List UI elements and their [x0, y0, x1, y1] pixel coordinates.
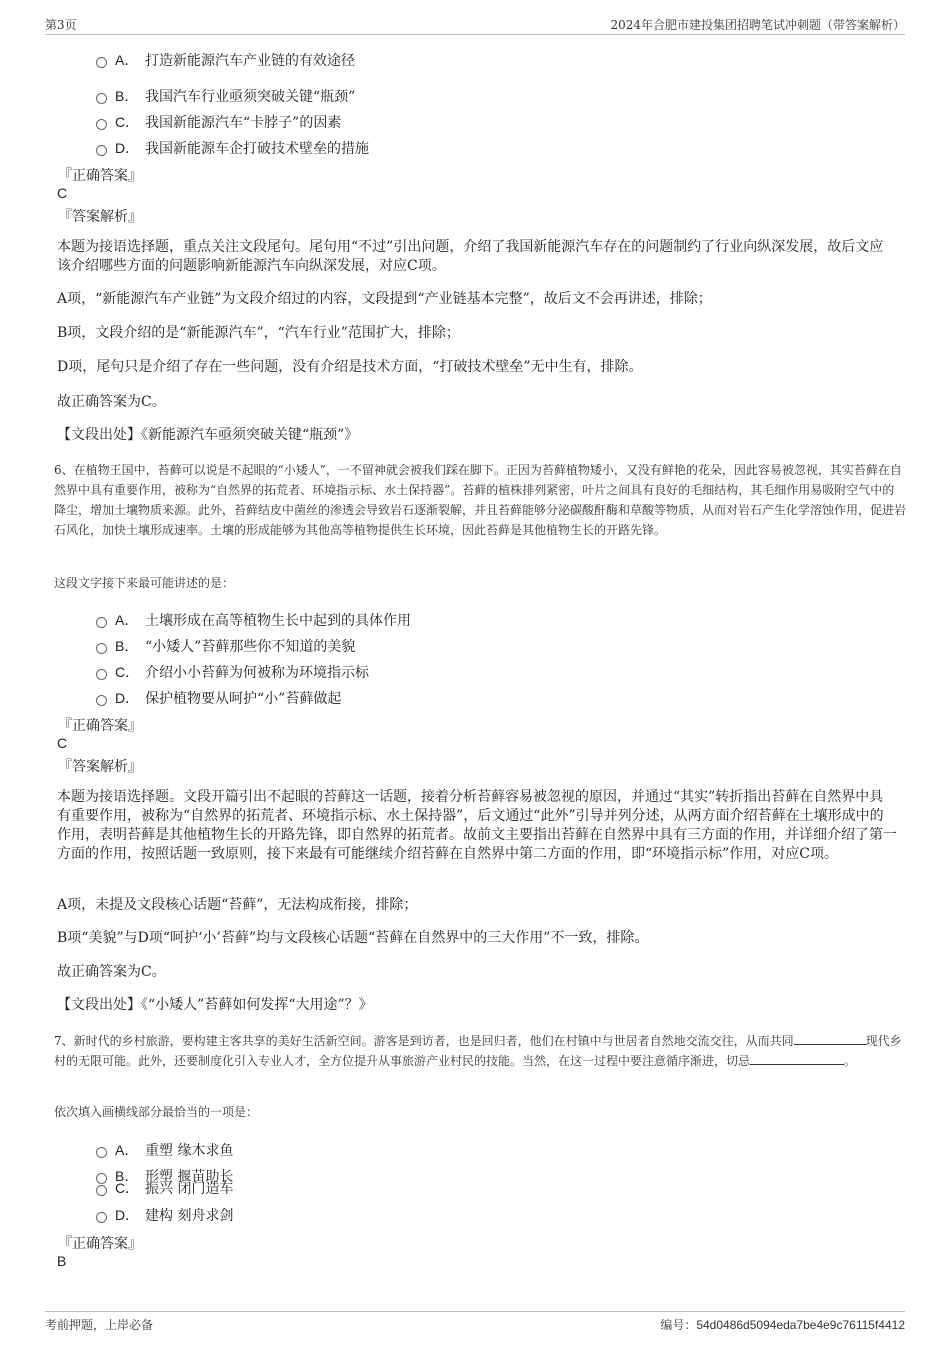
q6-analysis-paragraph: 故正确答案为C。	[57, 964, 166, 980]
page-header	[45, 14, 905, 35]
q6-analysis-paragraph: A项，未提及文段核心话题“苔藓”，无法构成衔接，排除；	[57, 897, 418, 913]
q5-analysis-paragraph: 故正确答案为C。	[57, 394, 166, 410]
q7-answer: B	[57, 1253, 67, 1269]
q5-option-b[interactable]: B． 我国汽车行业亟须突破关键“瓶颈”	[96, 86, 355, 106]
q7-prompt: 依次填入画横线部分最恰当的一项是：	[54, 1105, 259, 1119]
q7-stem: 7、新时代的乡村旅游，要构建主客共享的美好生活新空间。游客是到访者，也是回归者，他们在村镇中与世居者自然地交流交往，从而共同 现代乡村的无限可能。此外，还要制度化引入专业人才，全方位提升从事旅游产业村民的技能。当然，在这一过程中要注意循序渐进，切忌 。	[54, 1034, 902, 1068]
radio-icon[interactable]	[96, 695, 107, 706]
q7-option-d[interactable]: D． 建构 刻舟求剑	[96, 1205, 233, 1225]
radio-icon[interactable]	[96, 669, 107, 680]
radio-icon[interactable]	[96, 145, 107, 156]
radio-icon[interactable]	[96, 1185, 107, 1196]
radio-icon[interactable]	[96, 93, 107, 104]
fill-blank[interactable]	[794, 1032, 866, 1045]
q6-option-a[interactable]: A． 土壤形成在高等植物生长中起到的具体作用	[96, 610, 411, 630]
q5-analysis-paragraph: 本题为接语选择题，重点关注文段尾句。尾句用“不过”引出问题，介绍了我国新能源汽车存在的问题制约了行业向纵深发展，故后文应该介绍哪些方面的问题影响新能源汽车向纵深发展，对应C项。	[57, 239, 884, 274]
footer-slogan: 考前押题，上岸必备	[45, 1318, 154, 1332]
q6-answer-label: 『正确答案』	[58, 718, 142, 734]
q7-answer-label: 『正确答案』	[58, 1236, 142, 1252]
page-number: 第3页	[45, 18, 77, 32]
q5-option-a[interactable]: A． 打造新能源汽车产业链的有效途径	[96, 50, 355, 70]
q6-analysis-label: 『答案解析』	[58, 759, 142, 775]
q7-option-a[interactable]: A． 重塑 缘木求鱼	[96, 1140, 233, 1160]
q6-analysis-paragraph: B项“美貌”与D项“呵护‘小’苔藓”均与文段核心话题“苔藓在自然界中的三大作用”不一致，排除。	[57, 930, 649, 946]
q6-answer: C	[57, 735, 68, 751]
q5-source: 【文段出处】《新能源汽车亟须突破关键“瓶颈”》	[57, 427, 359, 443]
q6-stem: 6、在植物王国中，苔藓可以说是不起眼的“小矮人”，一不留神就会被我们踩在脚下。正因为苔藓植物矮小，又没有鲜艳的花朵，因此容易被忽视，其实苔藓在自然界中具有重要作用，被称为“自然界的拓荒者、环境指示标、水土保持器”。苔藓的植株排列紧密，叶片之间具有良好的毛细结构，其毛细作用易吸附空气中的降尘，增加土壤物质来源。此外，苔藓结皮中菌丝的渗透会导致岩石逐渐裂解，并且苔藓能够分泌碳酸酐酶和草酸等物质，从而对岩石产生化学溶蚀作用，促进岩石风化，加快土壤形成速率。土壤的形成能够为其他高等植物提供生长环境，因此苔藓是其他植物生长的开路先锋。	[54, 463, 907, 537]
q5-analysis-paragraph: A项，“新能源汽车产业链”为文段介绍过的内容，文段提到“产业链基本完整”，故后文不会再讲述，排除；	[57, 291, 712, 307]
q6-option-b[interactable]: B． “小矮人”苔藓那些你不知道的美貌	[96, 636, 355, 656]
q6-source: 【文段出处】《“小矮人”苔藓如何发挥“大用途”？》	[57, 997, 373, 1013]
document-code: 编号：54d0486d5094eda7be4e9c76115f4412	[660, 1318, 905, 1332]
document-title: 2024年合肥市建投集团招聘笔试冲刺题（带答案解析）	[610, 18, 905, 32]
q5-analysis-paragraph: B项，文段介绍的是“新能源汽车”，“汽车行业”范围扩大，排除；	[57, 325, 460, 341]
q5-analysis-paragraph: D项，尾句只是介绍了存在一些问题，没有介绍是技术方面，“打破技术壁垒”无中生有，排除。	[57, 359, 643, 375]
q5-analysis-label: 『答案解析』	[58, 209, 142, 225]
page-footer	[45, 1311, 905, 1338]
q5-answer: C	[57, 185, 68, 201]
radio-icon[interactable]	[96, 57, 107, 68]
q6-prompt: 这段文字接下来最可能讲述的是：	[54, 576, 235, 590]
radio-icon[interactable]	[96, 643, 107, 654]
q6-option-c[interactable]: C． 介绍小小苔藓为何被称为环境指示标	[96, 662, 369, 682]
q6-analysis-paragraph: 本题为接语选择题。文段开篇引出不起眼的苔藓这一话题，接着分析苔藓容易被忽视的原因，并通过“其实”转折指出苔藓在自然界中具有重要作用，被称为“自然界的拓荒者、环境指示标、水土保持器”，后文通过“此外”引导并列分述，从两方面介绍苔藓在土壤形成中的作用，表明苔藓是其他植物生长的开路先锋，即自然界的拓荒者。故前文主要指出苔藓在自然界中具有三方面的作用，并详细介绍了第一方面的作用，按照话题一致原则，接下来最有可能继续介绍苔藓在自然界中第二方面的作用，即“环境指示标”作用，对应C项。	[57, 789, 897, 862]
radio-icon[interactable]	[96, 617, 107, 628]
q5-answer-label: 『正确答案』	[58, 168, 142, 184]
radio-icon[interactable]	[96, 1147, 107, 1158]
q7-option-b[interactable]: B． 形塑 揠苗助长	[96, 1166, 233, 1186]
radio-icon[interactable]	[96, 119, 107, 130]
q5-option-c[interactable]: C． 我国新能源汽车“卡脖子”的因素	[96, 112, 341, 132]
q5-option-d[interactable]: D． 我国新能源车企打破技术壁垒的措施	[96, 138, 369, 158]
fill-blank[interactable]	[750, 1052, 844, 1065]
q7-option-c[interactable]: C． 振兴 闭门造车	[96, 1178, 233, 1198]
q6-option-d[interactable]: D． 保护植物要从呵护“小”苔藓做起	[96, 688, 341, 708]
radio-icon[interactable]	[96, 1212, 107, 1223]
